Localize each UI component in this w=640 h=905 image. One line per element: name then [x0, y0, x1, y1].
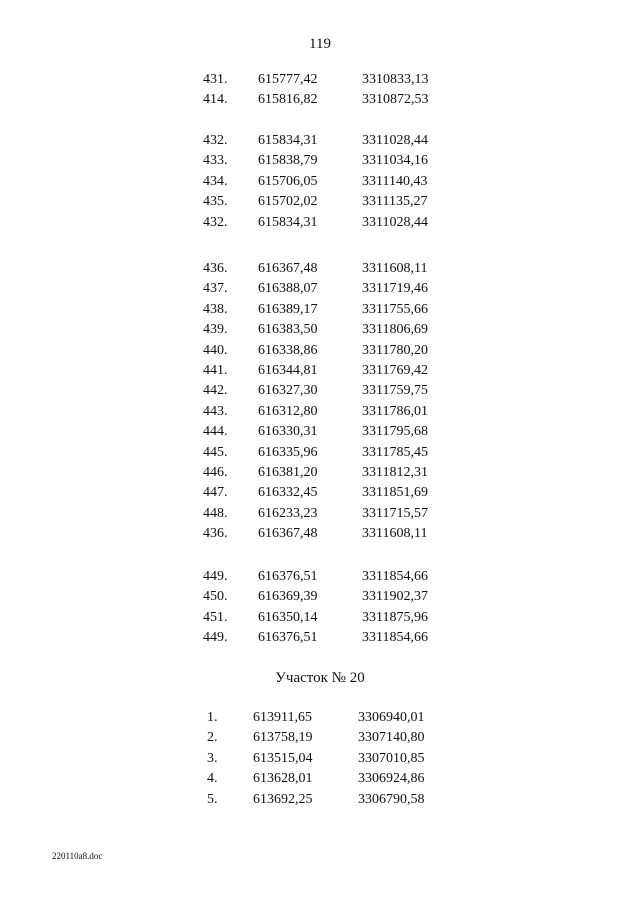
- y-coordinate: 3311875,96: [362, 610, 428, 625]
- x-coordinate: 616335,96: [258, 445, 318, 460]
- point-number: 445.: [203, 445, 228, 460]
- point-number: 1.: [207, 710, 218, 725]
- y-coordinate: 3311854,66: [362, 630, 428, 645]
- point-number: 432.: [203, 215, 228, 230]
- y-coordinate: 3311140,43: [362, 174, 428, 189]
- y-coordinate: 3311786,01: [362, 404, 428, 419]
- x-coordinate: 616376,51: [258, 630, 318, 645]
- y-coordinate: 3311608,11: [362, 526, 428, 541]
- section-title: Участок № 20: [275, 670, 365, 686]
- table-row: [0, 320, 640, 340]
- x-coordinate: 616367,48: [258, 261, 318, 276]
- x-coordinate: 616350,14: [258, 610, 318, 625]
- point-number: 447.: [203, 485, 228, 500]
- point-number: 434.: [203, 174, 228, 189]
- table-row: [0, 769, 640, 789]
- table-row: [0, 381, 640, 401]
- point-number: 442.: [203, 383, 228, 398]
- table-row: [0, 213, 640, 233]
- x-coordinate: 616369,39: [258, 589, 318, 604]
- x-coordinate: 616332,45: [258, 485, 318, 500]
- table-row: [0, 300, 640, 320]
- point-number: 450.: [203, 589, 228, 604]
- x-coordinate: 616376,51: [258, 569, 318, 584]
- y-coordinate: 3311785,45: [362, 445, 428, 460]
- y-coordinate: 3311034,16: [362, 153, 428, 168]
- point-number: 3.: [207, 751, 218, 766]
- y-coordinate: 3311028,44: [362, 133, 428, 148]
- table-row: [0, 524, 640, 544]
- x-coordinate: 615706,05: [258, 174, 318, 189]
- x-coordinate: 616381,20: [258, 465, 318, 480]
- x-coordinate: 616327,30: [258, 383, 318, 398]
- x-coordinate: 613692,25: [253, 792, 313, 807]
- table-row: [0, 422, 640, 442]
- table-row: [0, 628, 640, 648]
- point-number: 436.: [203, 261, 228, 276]
- table-row: [0, 504, 640, 524]
- point-number: 2.: [207, 730, 218, 745]
- table-row: [0, 443, 640, 463]
- point-number: 444.: [203, 424, 228, 439]
- y-coordinate: 3311854,66: [362, 569, 428, 584]
- point-number: 449.: [203, 569, 228, 584]
- table-row: [0, 70, 640, 90]
- x-coordinate: 613515,04: [253, 751, 313, 766]
- point-number: 432.: [203, 133, 228, 148]
- x-coordinate: 615838,79: [258, 153, 318, 168]
- x-coordinate: 616338,86: [258, 343, 318, 358]
- table-row: [0, 151, 640, 171]
- point-number: 433.: [203, 153, 228, 168]
- file-name-footer: 220110a8.doc: [52, 851, 103, 861]
- table-row: [0, 749, 640, 769]
- y-coordinate: 3311780,20: [362, 343, 428, 358]
- point-number: 441.: [203, 363, 228, 378]
- point-number: 436.: [203, 526, 228, 541]
- y-coordinate: 3311719,46: [362, 281, 428, 296]
- y-coordinate: 3311795,68: [362, 424, 428, 439]
- y-coordinate: 3311028,44: [362, 215, 428, 230]
- point-number: 448.: [203, 506, 228, 521]
- table-row: [0, 608, 640, 628]
- x-coordinate: 615816,82: [258, 92, 318, 107]
- point-number: 4.: [207, 771, 218, 786]
- point-number: 440.: [203, 343, 228, 358]
- table-row: [0, 402, 640, 422]
- table-row: [0, 567, 640, 587]
- y-coordinate: 3307140,80: [358, 730, 425, 745]
- y-coordinate: 3311902,37: [362, 589, 428, 604]
- table-row: [0, 361, 640, 381]
- point-number: 439.: [203, 322, 228, 337]
- table-row: [0, 341, 640, 361]
- table-row: [0, 708, 640, 728]
- x-coordinate: 616330,31: [258, 424, 318, 439]
- table-row: [0, 259, 640, 279]
- x-coordinate: 613911,65: [253, 710, 312, 725]
- y-coordinate: 3311755,66: [362, 302, 428, 317]
- x-coordinate: 615777,42: [258, 72, 318, 87]
- y-coordinate: 3311851,69: [362, 485, 428, 500]
- x-coordinate: 616344,81: [258, 363, 318, 378]
- y-coordinate: 3306924,86: [358, 771, 425, 786]
- y-coordinate: 3310872,53: [362, 92, 429, 107]
- point-number: 443.: [203, 404, 228, 419]
- table-row: [0, 728, 640, 748]
- point-number: 5.: [207, 792, 218, 807]
- y-coordinate: 3311608,11: [362, 261, 428, 276]
- y-coordinate: 3311812,31: [362, 465, 428, 480]
- x-coordinate: 616383,50: [258, 322, 318, 337]
- point-number: 451.: [203, 610, 228, 625]
- y-coordinate: 3307010,85: [358, 751, 425, 766]
- x-coordinate: 615834,31: [258, 215, 318, 230]
- x-coordinate: 615702,02: [258, 194, 318, 209]
- x-coordinate: 615834,31: [258, 133, 318, 148]
- y-coordinate: 3306790,58: [358, 792, 425, 807]
- x-coordinate: 616388,07: [258, 281, 318, 296]
- x-coordinate: 616367,48: [258, 526, 318, 541]
- y-coordinate: 3310833,13: [362, 72, 429, 87]
- y-coordinate: 3306940,01: [358, 710, 425, 725]
- x-coordinate: 616233,23: [258, 506, 318, 521]
- table-row: [0, 790, 640, 810]
- point-number: 446.: [203, 465, 228, 480]
- table-row: [0, 131, 640, 151]
- x-coordinate: 613758,19: [253, 730, 313, 745]
- table-row: [0, 587, 640, 607]
- point-number: 437.: [203, 281, 228, 296]
- y-coordinate: 3311806,69: [362, 322, 428, 337]
- y-coordinate: 3311769,42: [362, 363, 428, 378]
- y-coordinate: 3311759,75: [362, 383, 428, 398]
- x-coordinate: 616312,80: [258, 404, 318, 419]
- table-row: [0, 172, 640, 192]
- x-coordinate: 616389,17: [258, 302, 318, 317]
- table-row: [0, 463, 640, 483]
- y-coordinate: 3311715,57: [362, 506, 428, 521]
- table-row: [0, 90, 640, 110]
- point-number: 449.: [203, 630, 228, 645]
- point-number: 414.: [203, 92, 228, 107]
- table-row: [0, 279, 640, 299]
- table-row: [0, 192, 640, 212]
- point-number: 431.: [203, 72, 228, 87]
- y-coordinate: 3311135,27: [362, 194, 428, 209]
- x-coordinate: 613628,01: [253, 771, 313, 786]
- point-number: 435.: [203, 194, 228, 209]
- table-row: [0, 483, 640, 503]
- page-number: 119: [309, 36, 331, 52]
- point-number: 438.: [203, 302, 228, 317]
